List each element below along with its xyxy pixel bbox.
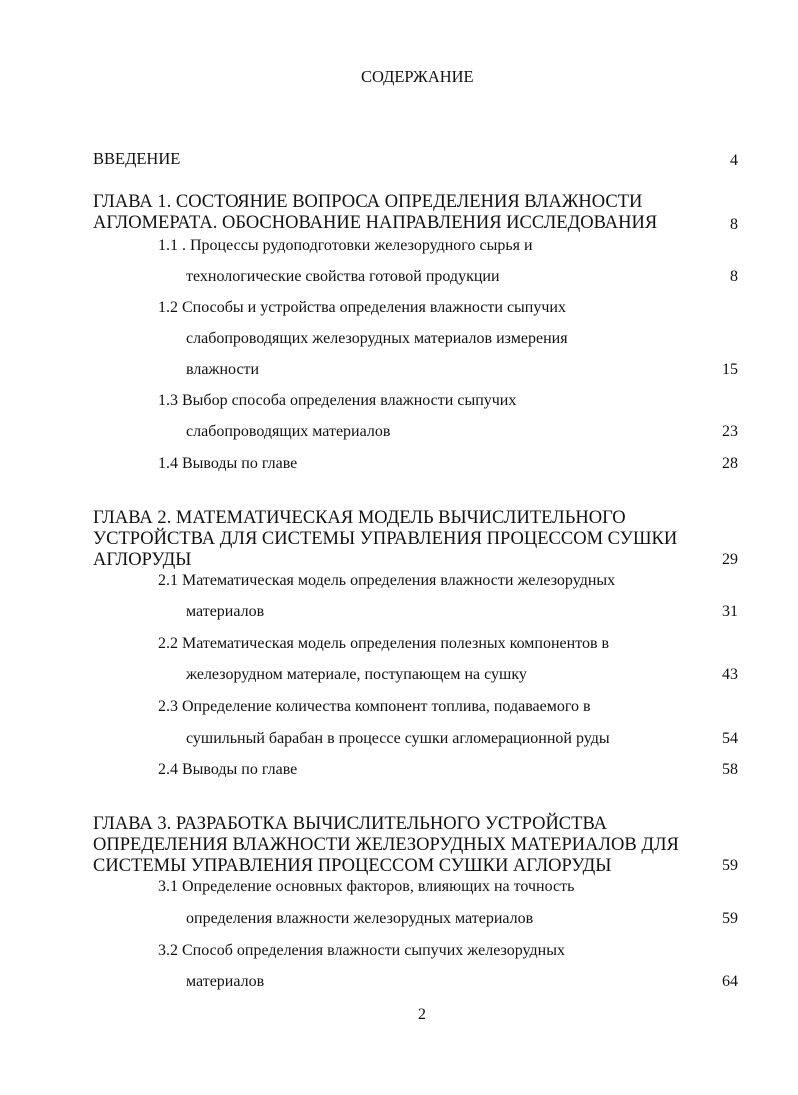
chapter-3-title-line-1[interactable]: ГЛАВА 3. РАЗРАБОТКА ВЫЧИСЛИТЕЛЬНОГО УСТРОЙСТВА: [93, 814, 607, 834]
section-1-1-line-2[interactable]: технологические свойства готовой продукции: [186, 268, 500, 285]
section-1-2-page: 15: [722, 361, 738, 378]
section-2-2-page: 43: [722, 666, 738, 683]
section-2-3-page: 54: [722, 730, 738, 747]
section-3-1-page: 59: [722, 910, 738, 927]
chapter-3-title-line-3[interactable]: СИСТЕМЫ УПРАВЛЕНИЯ ПРОЦЕССОМ СУШКИ АГЛОРУДЫ: [93, 856, 612, 876]
section-3-1-line-1[interactable]: 3.1 Определение основных факторов, влияющих на точность: [158, 878, 575, 895]
section-1-3-page: 23: [722, 423, 738, 440]
toc-intro-label[interactable]: ВВЕДЕНИЕ: [93, 149, 181, 168]
section-2-3-line-1[interactable]: 2.3 Определение количества компонент топлива, подаваемого в: [158, 698, 591, 715]
section-3-2-line-1[interactable]: 3.2 Способ определения влажности сыпучих железорудных: [158, 942, 565, 959]
section-1-4-line-1[interactable]: 1.4 Выводы по главе: [158, 455, 298, 472]
section-2-4-page: 58: [722, 761, 738, 778]
chapter-1-title-line-1[interactable]: ГЛАВА 1. СОСТОЯНИЕ ВОПРОСА ОПРЕДЕЛЕНИЯ ВЛАЖНОСТИ: [93, 192, 643, 212]
chapter-2-page: 29: [722, 551, 738, 568]
chapter-1-page: 8: [730, 216, 738, 233]
page-number: 2: [418, 1006, 426, 1023]
section-3-2-page: 64: [722, 973, 738, 990]
section-3-1-line-2[interactable]: определения влажности железорудных материалов: [186, 910, 534, 927]
chapter-2-title-line-1[interactable]: ГЛАВА 2. МАТЕМАТИЧЕСКАЯ МОДЕЛЬ ВЫЧИСЛИТЕЛЬНОГО: [93, 508, 626, 528]
chapter-3-title-line-2[interactable]: ОПРЕДЕЛЕНИЯ ВЛАЖНОСТИ ЖЕЛЕЗОРУДНЫХ МАТЕРИАЛОВ ДЛЯ: [93, 835, 679, 855]
section-1-4-page: 28: [722, 455, 738, 472]
section-2-1-page: 31: [722, 603, 738, 620]
chapter-2-title-line-3[interactable]: АГЛОРУДЫ: [93, 550, 192, 570]
section-1-1-page: 8: [730, 268, 738, 285]
section-3-2-line-2[interactable]: материалов: [186, 973, 265, 990]
section-1-2-line-3[interactable]: влажности: [186, 361, 260, 378]
chapter-3-page: 59: [722, 857, 738, 874]
chapter-2-title-line-2[interactable]: УСТРОЙСТВА ДЛЯ СИСТЕМЫ УПРАВЛЕНИЯ ПРОЦЕССОМ СУШКИ: [93, 529, 678, 549]
toc-intro-page: 4: [730, 152, 738, 169]
chapter-1-title-line-2[interactable]: АГЛОМЕРАТА. ОБОСНОВАНИЕ НАПРАВЛЕНИЯ ИССЛЕДОВАНИЯ: [93, 213, 658, 233]
section-2-1-line-2[interactable]: материалов: [186, 603, 265, 620]
section-2-2-line-2[interactable]: железорудном материале, поступающем на сушку: [186, 666, 527, 683]
section-2-3-line-2[interactable]: сушильный барабан в процессе сушки агломерационной руды: [186, 730, 610, 747]
section-2-2-line-1[interactable]: 2.2 Математическая модель определения полезных компонентов в: [158, 635, 610, 652]
section-1-3-line-2[interactable]: слабопроводящих материалов: [186, 423, 391, 440]
section-1-2-line-2[interactable]: слабопроводящих железорудных материалов измерения: [186, 330, 568, 347]
section-2-1-line-1[interactable]: 2.1 Математическая модель определения влажности железорудных: [158, 572, 616, 589]
section-1-1-line-1[interactable]: 1.1 . Процессы рудоподготовки железорудного сырья и: [158, 237, 533, 254]
section-2-4-line-1[interactable]: 2.4 Выводы по главе: [158, 761, 298, 778]
section-1-3-line-1[interactable]: 1.3 Выбор способа определения влажности сыпучих: [158, 392, 517, 409]
page-title: СОДЕРЖАНИЕ: [361, 67, 474, 86]
section-1-2-line-1[interactable]: 1.2 Способы и устройства определения влажности сыпучих: [158, 299, 566, 316]
